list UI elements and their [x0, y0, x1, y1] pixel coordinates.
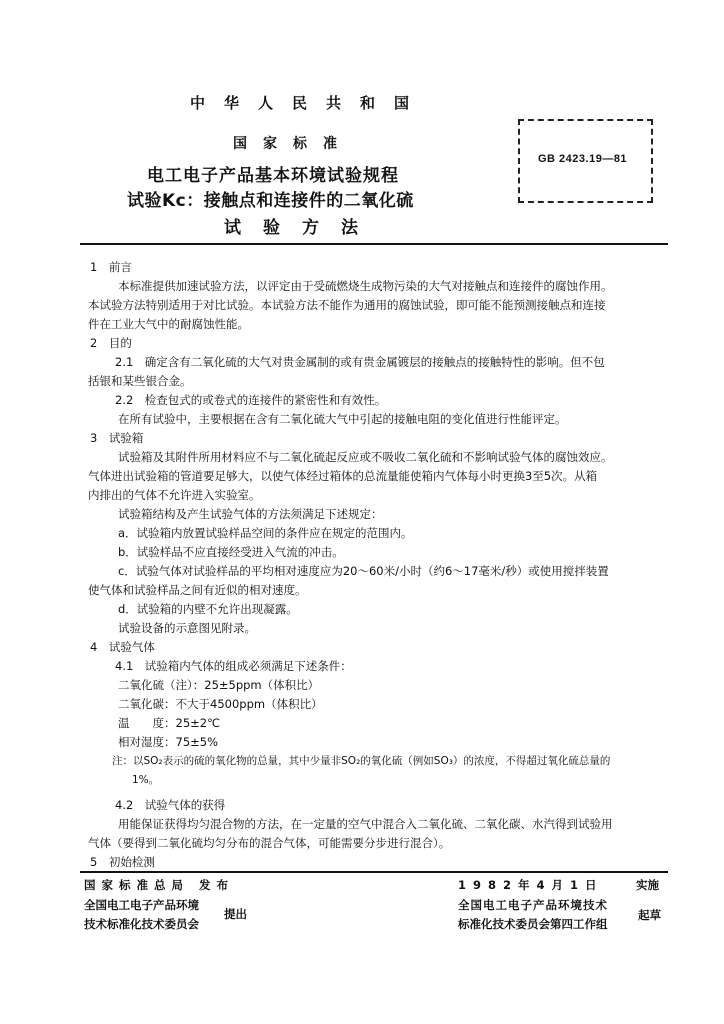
body-line: 件在工业大气中的耐腐蚀性能。: [88, 317, 249, 331]
body-line: a．试验箱内放置试验样品空间的条件应在规定的范围内。: [118, 526, 413, 540]
body-line: 本标准提供加速试验方法，以评定由于受硫燃烧生成物污染的大气对接触点和连接件的腐蚀作用。: [118, 279, 613, 293]
section-heading: 1 前言: [90, 260, 132, 274]
body-line: 二氧化硫（注）：25±5ppm（体积比）: [118, 678, 320, 692]
drafter-line-1: 全国电工电子产品环境技术: [458, 898, 608, 912]
body-line: 1%。: [132, 774, 160, 786]
section-heading: 2 目的: [90, 336, 132, 350]
title-line-2: 试验Kc：接触点和连接件的二氧化硫: [127, 191, 414, 211]
body-line: 气体进出试验箱的管道要足够大，以使气体经过箱体的总流量能使箱内气体每小时更换3至5次。从箱: [88, 469, 598, 483]
body-line: 在所有试验中，主要根据在含有二氧化硫大气中引起的接触电阻的变化值进行性能评定。: [118, 412, 567, 426]
section-heading: 4 试验气体: [90, 640, 155, 654]
header-divider: [80, 243, 668, 245]
proposer-line-1: 全国电工电子产品环境: [84, 898, 199, 912]
section-heading: 3 试验箱: [90, 431, 144, 445]
body-line: 使气体和试验样品之间有近似的相对速度。: [88, 583, 307, 597]
body-line: 注：以SO₂表示的硫的氧化物的总量，其中少量非SO₂的氧化硫（例如SO₃）的浓度，不得超过氧化硫总量的: [112, 755, 611, 767]
standard-code: GB 2423.19—81: [538, 153, 628, 165]
body-line: 用能保证获得均匀混合物的方法，在一定量的空气中混合入二氧化硫、二氧化碳、水汽得到试验用: [118, 817, 613, 831]
proposer-line-2: 技术标准化技术委员会: [84, 917, 199, 931]
body-line: 温 度：25±2℃: [118, 716, 221, 730]
body-line: 试验设备的示意图见附录。: [118, 621, 256, 635]
drafter-line-2: 标准化技术委员会第四工作组: [458, 917, 608, 931]
body-line: 4.1 试验箱内气体的组成必须满足下述条件：: [115, 659, 352, 673]
body-line: 2.2 检查包式的或卷式的连接件的紧密性和有效性。: [115, 393, 387, 407]
body-line: b．试验样品不应直接经受进入气流的冲击。: [118, 545, 344, 559]
proposed-label: 提出: [224, 907, 247, 921]
body-line: 内排出的气体不允许进入实验室。: [88, 488, 261, 502]
implement-date: 1982年4月1日: [458, 878, 604, 892]
country-name: 中华人民共和国: [190, 94, 429, 112]
body-line: 相对湿度：75±5%: [118, 735, 219, 749]
implement-label: 实施: [636, 878, 659, 892]
section-heading: 5 初始检测: [90, 855, 155, 869]
footer-divider: [80, 871, 668, 873]
body-line: 2.1 确定含有二氧化硫的大气对贵金属制的或有贵金属镀层的接触点的接触特性的影响。但不包: [115, 355, 605, 369]
body-line: d．试验箱的内壁不允许出现凝露。: [118, 602, 298, 616]
body-line: 本试验方法特别适用于对比试验。本试验方法不能作为通用的腐蚀试验，即可能不能预测接触点和连接: [88, 298, 606, 312]
body-line: 试验箱及其附件所用材料应不与二氧化硫起反应或不吸收二氧化硫和不影响试验气体的腐蚀效应。: [118, 450, 613, 464]
document-body: [88, 258, 676, 872]
issuer: 国家标准总局 发布: [84, 878, 235, 892]
body-line: 试验箱结构及产生试验气体的方法须满足下述规定：: [118, 507, 383, 521]
standard-type: 国家标准: [233, 136, 353, 152]
body-line: 4.2 试验气体的获得: [115, 798, 226, 812]
drafted-label: 起草: [638, 908, 661, 922]
body-line: c．试验气体对试验样品的平均相对速度应为20～60米/小时（约6～17毫米/秒）或使用搅拌装置: [118, 564, 609, 578]
title-line-1: 电工电子产品基本环境试验规程: [147, 166, 399, 186]
body-line: 二氧化碳：不大于4500ppm（体积比）: [118, 697, 323, 711]
body-line: 气体（要得到二氧化硫均匀分布的混合气体，可能需要分步进行混合）。: [88, 836, 451, 850]
body-line: 括银和某些银合金。: [88, 374, 192, 388]
title-line-3: 试验方法: [224, 218, 380, 238]
